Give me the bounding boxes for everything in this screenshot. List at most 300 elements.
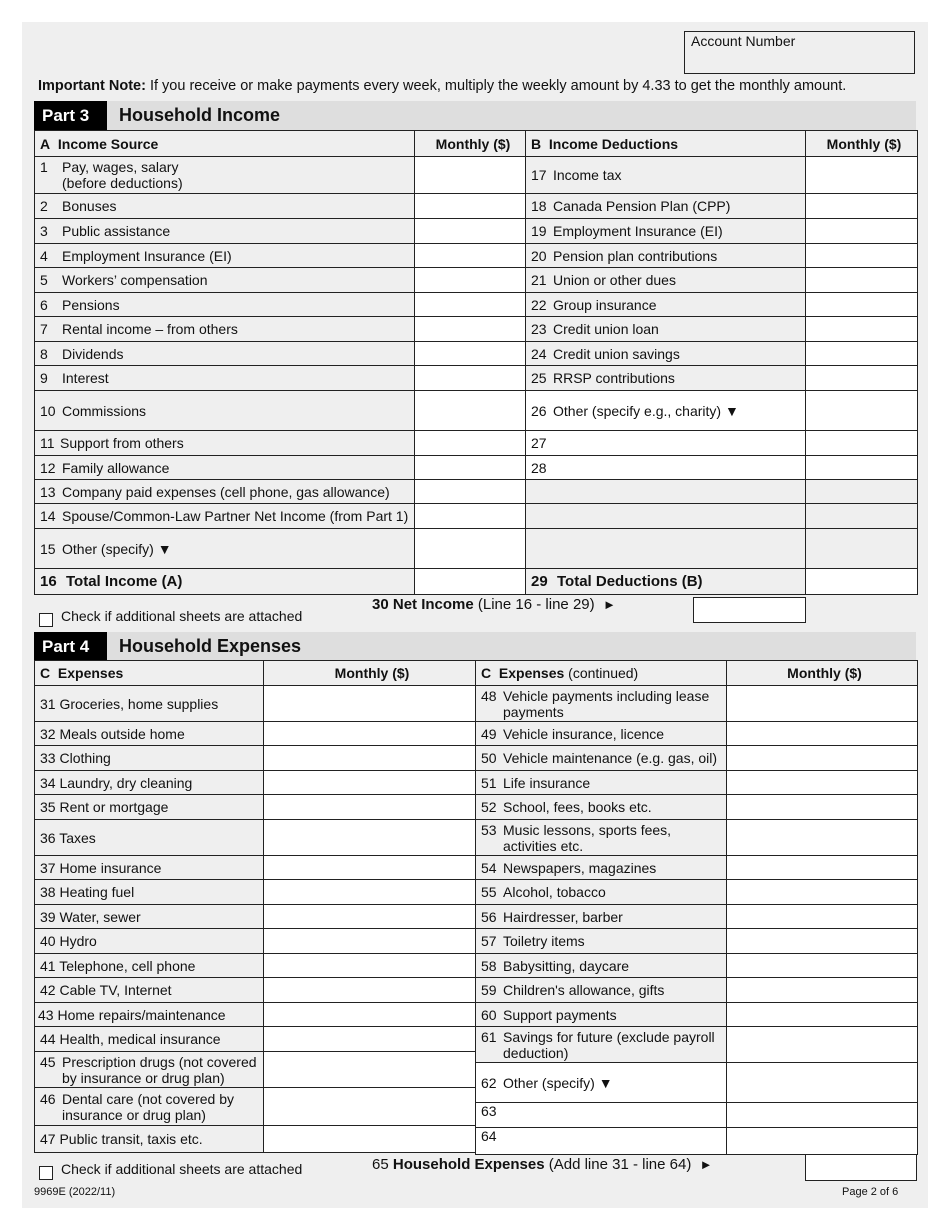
deduction-label: Other (specify e.g., charity) ▼ — [553, 402, 739, 419]
part3-tag: Part 3 — [34, 101, 107, 130]
income-row-label — [35, 342, 415, 366]
expense-label: Support payments — [503, 1006, 617, 1023]
income-label: Support from others — [60, 435, 184, 451]
expenses-continued-header — [476, 661, 727, 686]
expense-label: Life insurance — [503, 774, 591, 791]
blank-cell — [806, 529, 918, 569]
expense-amount-input[interactable] — [727, 1103, 918, 1128]
expense-row-label — [35, 1003, 264, 1027]
line-number: 24 — [531, 345, 547, 362]
expense-label: Toiletry items — [503, 933, 585, 949]
deduction-row-label — [526, 194, 806, 219]
expense-row-label — [476, 954, 727, 978]
expense-amount-input[interactable] — [264, 1052, 476, 1088]
expense-amount-input[interactable] — [727, 954, 918, 978]
line-number: 33 — [40, 750, 56, 766]
deduction-amount-input[interactable] — [806, 317, 918, 342]
income-row-label — [35, 480, 415, 504]
deduction-label: Credit union savings — [553, 345, 680, 362]
expense-amount-input[interactable] — [264, 880, 476, 905]
line-number: 59 — [481, 982, 497, 998]
expense-other-input[interactable] — [476, 1128, 727, 1155]
expense-amount-input[interactable] — [264, 954, 476, 978]
income-monthly-header: Monthly ($) — [415, 131, 527, 157]
blank-cell — [526, 529, 806, 569]
income-label: Employment Insurance (EI) — [62, 247, 232, 264]
household-expenses-label — [372, 1156, 713, 1173]
income-label: Company paid expenses (cell phone, gas allowance) — [62, 483, 390, 500]
line-number: 20 — [531, 247, 547, 264]
line-number: 50 — [481, 750, 497, 766]
income-amount-input[interactable] — [415, 244, 527, 268]
income-label: Spouse/Common-Law Partner Net Income (from Part 1) — [62, 508, 409, 524]
household-expenses-formula: (Add line 31 - line 64) — [544, 1156, 692, 1173]
expense-label-2: activities etc. — [503, 837, 584, 854]
deduction-label: Pension plan contributions — [553, 247, 718, 264]
income-row-label — [35, 456, 415, 480]
income-row-label — [35, 431, 415, 456]
expense-row-label — [35, 880, 264, 905]
expense-row-label — [476, 771, 727, 795]
line-number: 52 — [481, 799, 497, 815]
account-number-label: Account Number — [691, 33, 796, 49]
expense-label: Hydro — [59, 933, 97, 949]
income-amount-input[interactable] — [415, 194, 527, 219]
total-deductions-input[interactable] — [806, 569, 918, 595]
line-number: 36 — [40, 829, 56, 846]
income-amount-input[interactable] — [415, 293, 527, 317]
expense-label: Other (specify) ▼ — [503, 1074, 613, 1091]
income-source-header — [35, 131, 415, 157]
expense-row-label — [35, 954, 264, 978]
expense-other-input[interactable] — [476, 1103, 727, 1128]
line-number: 62 — [481, 1074, 497, 1091]
deduction-amount-input[interactable] — [806, 219, 918, 244]
deduction-other-input[interactable] — [526, 431, 806, 456]
col-b-letter: B — [531, 135, 542, 152]
expense-label-2: deduction) — [503, 1044, 569, 1061]
line-number: 12 — [40, 459, 56, 476]
expense-label: Health, medical insurance — [59, 1031, 221, 1047]
arrow-right-icon: ► — [699, 1157, 713, 1172]
line-number: 19 — [531, 223, 547, 239]
expense-row-label — [476, 978, 727, 1003]
line-number: 34 — [40, 774, 56, 791]
deduction-amount-input[interactable] — [806, 431, 918, 456]
col-c-title: Expenses — [57, 665, 124, 681]
expense-row-label — [35, 905, 264, 929]
expense-row-label — [476, 746, 727, 771]
deduction-row-label — [526, 157, 806, 194]
expense-row-label — [476, 856, 727, 880]
line-number: 63 — [481, 1103, 497, 1119]
line-number: 58 — [481, 957, 497, 974]
expense-row-label — [35, 978, 264, 1003]
expense-label: Rent or mortgage — [59, 799, 169, 815]
expense-label: Laundry, dry cleaning — [59, 774, 193, 791]
expense-label: Hairdresser, barber — [503, 908, 623, 925]
expense-label: Babysitting, daycare — [503, 957, 630, 974]
col-b-title: Income Deductions — [548, 135, 679, 152]
net-income-input[interactable] — [693, 597, 806, 623]
deduction-amount-input[interactable] — [806, 391, 918, 431]
expense-label: Newspapers, magazines — [503, 859, 657, 876]
line-number: 21 — [531, 272, 547, 288]
expense-row-label — [35, 1088, 264, 1126]
arrow-right-icon: ► — [602, 597, 616, 612]
deduction-label: Group insurance — [553, 296, 657, 313]
income-other-specify[interactable] — [35, 529, 415, 569]
expense-row-label — [35, 1126, 264, 1153]
expense-row-label — [35, 686, 264, 722]
expense-amount-input[interactable] — [264, 1027, 476, 1052]
expense-label: School, fees, books etc. — [503, 799, 652, 815]
expense-row-label — [35, 929, 264, 954]
income-amount-input[interactable] — [415, 480, 527, 504]
expense-amount-input[interactable] — [264, 856, 476, 880]
deduction-other-specify[interactable] — [526, 391, 806, 431]
expense-row-label — [476, 929, 727, 954]
line-number: 38 — [40, 884, 56, 900]
income-source-table — [34, 130, 527, 595]
income-label: Pay, wages, salary — [62, 159, 179, 175]
expense-label: Vehicle payments including lease — [503, 687, 710, 704]
col-a-title: Income Source — [57, 135, 159, 152]
deduction-label: Income tax — [553, 167, 622, 183]
total-deductions-label — [526, 569, 806, 595]
line-number: 61 — [481, 1028, 497, 1045]
deduction-label: Credit union loan — [553, 321, 659, 337]
line-number: 4 — [40, 247, 48, 264]
expense-amount-input[interactable] — [264, 1088, 476, 1126]
deduction-row-label — [526, 293, 806, 317]
line-number: 44 — [40, 1031, 56, 1047]
deduction-label: Union or other dues — [553, 272, 676, 288]
deduction-amount-input[interactable] — [806, 342, 918, 366]
income-label: Dividends — [62, 345, 124, 362]
line-number: 64 — [481, 1128, 497, 1144]
expense-row-label — [476, 686, 727, 722]
income-amount-input[interactable] — [415, 529, 527, 569]
expense-amount-input[interactable] — [727, 1063, 918, 1103]
total-income-text: Total Income (A) — [66, 573, 183, 590]
expense-label: Vehicle maintenance (e.g. gas, oil) — [503, 750, 718, 766]
line-number: 57 — [481, 933, 497, 949]
income-row-label — [35, 244, 415, 268]
line-number: 13 — [40, 483, 56, 500]
line-number: 40 — [40, 933, 56, 949]
income-label: Pensions — [62, 296, 120, 313]
line-number: 23 — [531, 321, 547, 337]
line-number: 1 — [40, 159, 48, 175]
expense-label: Cable TV, Internet — [59, 982, 172, 998]
expense-row-label — [35, 771, 264, 795]
expense-amount-input[interactable] — [264, 1126, 476, 1153]
line-number: 17 — [531, 167, 547, 183]
line-number: 41 — [40, 957, 56, 974]
expense-amount-input[interactable] — [264, 1003, 476, 1027]
expense-amount-input[interactable] — [727, 1003, 918, 1027]
expense-row-label — [35, 1052, 264, 1088]
income-label: Other (specify) ▼ — [62, 540, 172, 557]
income-amount-input[interactable] — [415, 157, 527, 194]
expense-amount-input[interactable] — [264, 978, 476, 1003]
expense-amount-input[interactable] — [264, 722, 476, 746]
net-income-label — [372, 596, 616, 613]
income-amount-input[interactable] — [415, 366, 527, 391]
income-amount-input[interactable] — [415, 456, 527, 480]
blank-cell — [526, 480, 806, 504]
income-row-label — [35, 194, 415, 219]
expense-label: Music lessons, sports fees, — [503, 821, 672, 838]
deduction-amount-input[interactable] — [806, 194, 918, 219]
line-number: 28 — [531, 459, 547, 476]
deduction-amount-input[interactable] — [806, 293, 918, 317]
income-row-label — [35, 504, 415, 529]
line-number: 56 — [481, 908, 497, 925]
line-number: 11 — [40, 435, 55, 451]
line-number: 51 — [481, 774, 497, 791]
expense-amount-input[interactable] — [264, 905, 476, 929]
total-income-label — [35, 569, 415, 595]
expense-row-label — [476, 1003, 727, 1027]
expense-amount-input[interactable] — [264, 686, 476, 722]
line-number: 47 — [40, 1131, 56, 1147]
expense-row-label — [476, 722, 727, 746]
blank-cell — [806, 480, 918, 504]
income-label: Rental income – from others — [62, 321, 238, 337]
income-row-label — [35, 268, 415, 293]
part4-title: Household Expenses — [119, 636, 302, 656]
expense-amount-input[interactable] — [727, 905, 918, 929]
expense-amount-input[interactable] — [727, 929, 918, 954]
expense-amount-input[interactable] — [727, 686, 918, 722]
line-number: 32 — [40, 725, 56, 742]
expense-label: Vehicle insurance, licence — [503, 725, 665, 742]
line-number: 35 — [40, 799, 56, 815]
expense-amount-input[interactable] — [264, 795, 476, 820]
line-number: 54 — [481, 859, 497, 876]
additional-sheets-label-part4: Check if additional sheets are attached — [61, 1161, 303, 1177]
deduction-amount-input[interactable] — [806, 157, 918, 194]
part3-title: Household Income — [119, 105, 281, 125]
expense-amount-input[interactable] — [727, 820, 918, 856]
deduction-other-input[interactable] — [526, 456, 806, 480]
line-number: 16 — [40, 573, 57, 590]
expense-row-label — [476, 905, 727, 929]
expenses-monthly-header: Monthly ($) — [264, 661, 476, 686]
col-c2-title: Expenses — [498, 665, 565, 681]
line-number: 14 — [40, 508, 56, 524]
deduction-row-label — [526, 219, 806, 244]
income-label-2: (before deductions) — [62, 175, 183, 191]
income-deductions-header — [526, 131, 806, 157]
net-income-formula: (Line 16 - line 29) — [473, 596, 595, 613]
expense-amount-input[interactable] — [264, 929, 476, 954]
line-number: 45 — [40, 1053, 56, 1070]
important-note — [38, 78, 918, 94]
expense-row-label — [35, 795, 264, 820]
line-number: 26 — [531, 402, 547, 419]
line-number: 46 — [40, 1090, 56, 1107]
expense-row-label — [35, 1027, 264, 1052]
expense-label: Home insurance — [59, 859, 162, 876]
income-row-label — [35, 391, 415, 431]
expense-row-label — [476, 880, 727, 905]
expense-label: Water, sewer — [59, 908, 141, 925]
line-number: 9 — [40, 370, 48, 386]
total-deductions-text: Total Deductions (B) — [557, 573, 703, 590]
expense-row-label — [476, 1027, 727, 1063]
income-amount-input[interactable] — [415, 504, 527, 529]
line-number: 3 — [40, 223, 48, 239]
line-number: 6 — [40, 296, 48, 313]
income-amount-input[interactable] — [415, 317, 527, 342]
col-c2-letter: C — [481, 665, 492, 681]
deduction-amount-input[interactable] — [806, 366, 918, 391]
continued-note: (continued) — [564, 665, 639, 681]
line-number: 15 — [40, 540, 56, 557]
expense-amount-input[interactable] — [727, 771, 918, 795]
expense-amount-input[interactable] — [264, 771, 476, 795]
col-a-letter: A — [40, 135, 51, 152]
income-row-label — [35, 219, 415, 244]
line-number: 60 — [481, 1006, 497, 1023]
expense-label: Groceries, home supplies — [59, 695, 219, 712]
expense-row-label — [35, 746, 264, 771]
expense-label: Telephone, cell phone — [59, 957, 196, 974]
deduction-row-label — [526, 366, 806, 391]
expense-row-label — [35, 722, 264, 746]
line-number: 5 — [40, 272, 48, 288]
additional-sheets-label-part3: Check if additional sheets are attached — [61, 608, 303, 624]
line-number: 8 — [40, 345, 48, 362]
income-amount-input[interactable] — [415, 268, 527, 293]
line-number: 65 — [372, 1156, 389, 1173]
income-amount-input[interactable] — [415, 342, 527, 366]
line-number: 25 — [531, 370, 547, 386]
deduction-row-label — [526, 268, 806, 293]
expense-label: Alcohol, tobacco — [503, 884, 606, 900]
important-note-label: Important Note: — [38, 78, 146, 94]
expense-amount-input[interactable] — [727, 978, 918, 1003]
expense-label: Heating fuel — [59, 884, 135, 900]
important-note-text: If you receive or make payments every week, multiply the weekly amount by 4.33 to get the monthly amount. — [145, 78, 847, 94]
income-amount-input[interactable] — [415, 219, 527, 244]
expense-amount-input[interactable] — [264, 820, 476, 856]
income-label: Interest — [62, 370, 109, 386]
expense-amount-input[interactable] — [727, 795, 918, 820]
line-number: 27 — [531, 435, 547, 451]
page-number: Page 2 of 6 — [842, 1186, 899, 1198]
expense-label: Meals outside home — [59, 725, 185, 742]
expense-label-2: payments — [503, 703, 564, 720]
line-number: 49 — [481, 725, 497, 742]
income-row-label — [35, 317, 415, 342]
deduction-row-label — [526, 342, 806, 366]
expenses-continued-table — [475, 660, 918, 1155]
expense-row-label — [476, 795, 727, 820]
account-number-field[interactable] — [684, 31, 915, 74]
line-number: 48 — [481, 687, 497, 704]
deductions-monthly-header: Monthly ($) — [806, 131, 918, 157]
income-deductions-table — [525, 130, 918, 595]
expense-amount-input[interactable] — [264, 746, 476, 771]
expense-label: Prescription drugs (not covered — [62, 1053, 257, 1070]
additional-sheets-checkbox-part3[interactable] — [39, 613, 53, 627]
deduction-amount-input[interactable] — [806, 268, 918, 293]
line-number: 18 — [531, 198, 547, 214]
additional-sheets-checkbox-part4[interactable] — [39, 1166, 53, 1180]
expense-amount-input[interactable] — [727, 722, 918, 746]
expense-amount-input[interactable] — [727, 1027, 918, 1063]
expense-label: Home repairs/maintenance — [57, 1006, 226, 1023]
col-c-letter: C — [40, 665, 51, 681]
expense-amount-input[interactable] — [727, 1128, 918, 1155]
blank-cell — [526, 504, 806, 529]
expenses-header — [35, 661, 264, 686]
blank-cell — [806, 504, 918, 529]
line-number: 43 — [38, 1006, 54, 1023]
net-income-title: Net Income — [392, 596, 474, 613]
line-number: 10 — [40, 402, 56, 419]
line-number: 42 — [40, 982, 56, 998]
line-number: 29 — [531, 573, 548, 590]
household-expenses-input[interactable] — [805, 1154, 917, 1181]
expense-label: Dental care (not covered by — [62, 1090, 234, 1107]
expense-row-label — [35, 856, 264, 880]
income-amount-input[interactable] — [415, 431, 527, 456]
line-number: 39 — [40, 908, 56, 925]
part4-tag: Part 4 — [34, 632, 107, 661]
line-number: 2 — [40, 198, 48, 214]
expense-label: Children's allowance, gifts — [503, 982, 665, 998]
expenses-table — [34, 660, 476, 1153]
expense-amount-input[interactable] — [727, 856, 918, 880]
expense-amount-input[interactable] — [727, 880, 918, 905]
form-number: 9969E (2022/11) — [34, 1186, 116, 1198]
deduction-row-label — [526, 317, 806, 342]
income-label: Workers’ compensation — [62, 272, 208, 288]
expense-label: Taxes — [59, 829, 96, 846]
line-number: 53 — [481, 821, 497, 838]
expense-label: Public transit, taxis etc. — [59, 1131, 203, 1147]
income-row-label — [35, 366, 415, 391]
household-expenses-title: Household Expenses — [392, 1156, 545, 1173]
income-label: Commissions — [62, 402, 147, 419]
expense-row-label — [35, 820, 264, 856]
expense-row-label — [476, 820, 727, 856]
deduction-amount-input[interactable] — [806, 244, 918, 268]
income-amount-input[interactable] — [415, 391, 527, 431]
total-income-input[interactable] — [415, 569, 527, 595]
expense-amount-input[interactable] — [727, 746, 918, 771]
deduction-amount-input[interactable] — [806, 456, 918, 480]
income-label: Public assistance — [62, 223, 171, 239]
deduction-label: RRSP contributions — [553, 370, 675, 386]
income-row-label — [35, 157, 415, 194]
line-number: 7 — [40, 321, 48, 337]
line-number: 22 — [531, 296, 547, 313]
line-number: 55 — [481, 884, 497, 900]
line-number: 30 — [372, 596, 389, 613]
deduction-label: Employment Insurance (EI) — [553, 223, 723, 239]
expense-other-specify[interactable] — [476, 1063, 727, 1103]
income-label: Bonuses — [62, 198, 117, 214]
expense-label: Savings for future (exclude payroll — [503, 1028, 715, 1045]
expense-label-2: insurance or drug plan) — [62, 1106, 206, 1123]
expense-label: Clothing — [59, 750, 111, 766]
